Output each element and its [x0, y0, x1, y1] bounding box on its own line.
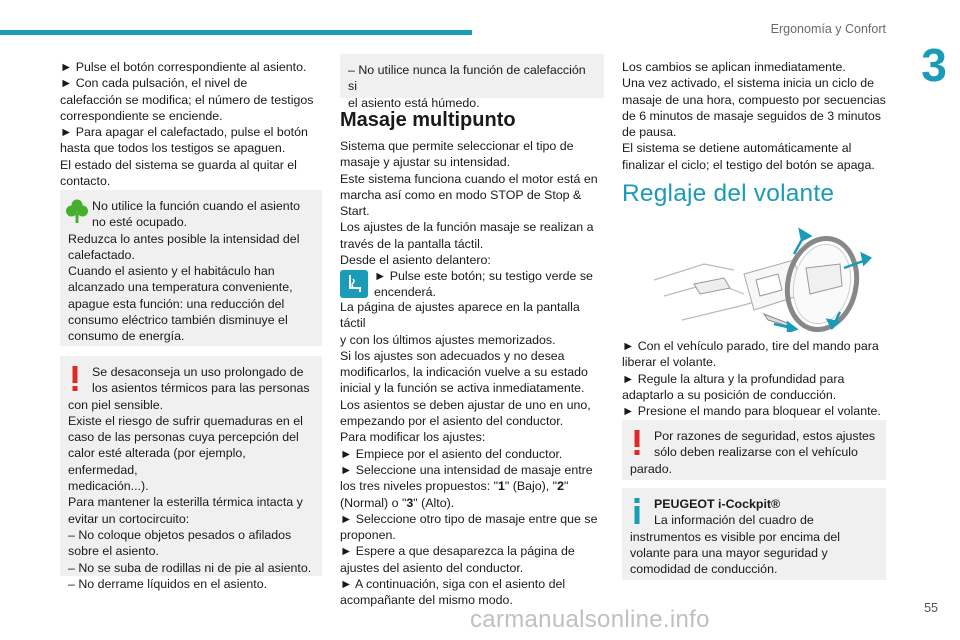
text-line: calefacción se modifica; el número de testigos — [60, 92, 314, 107]
massage-settings-text — [340, 299, 604, 609]
text-line: ► Con el vehículo parado, tire del mando para — [622, 339, 879, 353]
text-line: – No coloque objetos pesados o afilados — [68, 527, 292, 542]
text-line: La página de ajustes aparece en la pantalla táctil — [340, 300, 580, 331]
text-line: ► Pulse el botón correspondiente al asiento. — [60, 60, 307, 74]
text-line: Para modificar los ajustes: — [340, 430, 486, 445]
text-line: Se desaconseja un uso prolongado de — [92, 365, 304, 379]
text-line: través de la pantalla táctil. — [340, 236, 484, 251]
text-line: comodidad de conducción. — [630, 562, 778, 577]
text-line: de pausa. — [622, 125, 677, 140]
safety-warning-box — [622, 420, 886, 480]
exclamation-icon — [632, 430, 642, 456]
text-line: Existe el riesgo de sufrir quemaduras en el — [68, 413, 303, 428]
warning-box — [60, 356, 322, 591]
levels-line-2: (Normal) o "3" (Alto). — [340, 495, 455, 510]
text-line: volante para una mayor seguridad y — [630, 545, 828, 560]
text-line: el asiento está húmedo. — [348, 95, 480, 110]
text-line: ► Pulse este botón; su testigo verde se — [374, 269, 593, 283]
text-line: con piel sensible. — [68, 397, 164, 412]
text-line: consumo de energía. — [68, 329, 185, 344]
text-line: acompañante del mismo modo. — [340, 593, 513, 608]
text-line: Este sistema funciona cuando el motor está en — [340, 171, 598, 186]
text-line: medicación...). — [68, 479, 149, 494]
text-line: Cuando el asiento y el habitáculo han — [68, 264, 275, 279]
text-line: marcha así como en modo STOP de Stop & — [340, 187, 582, 202]
text-line: modificarlos, la indicación vuelve a su estado — [340, 365, 588, 380]
text-line: no esté ocupado. — [92, 215, 188, 230]
info-icon — [632, 498, 642, 524]
text-line: empezando por el asiento del conductor. — [340, 414, 564, 429]
text-line: encenderá. — [374, 285, 437, 300]
text-line: consumo eléctrico también disminuye el — [68, 313, 288, 328]
text-line: Desde el asiento delantero: — [340, 253, 491, 268]
text-line: masaje y ajustar su intensidad. — [340, 155, 511, 170]
text-line: Reduzca lo antes posible la intensidad del — [68, 231, 300, 246]
text-line: ► Seleccione una intensidad de masaje entre — [340, 462, 593, 477]
seat-heating-instructions — [60, 59, 322, 189]
text-line: sobre el asiento. — [68, 544, 159, 559]
info-box — [622, 488, 886, 580]
section-title: Ergonomía y Confort — [770, 22, 886, 36]
chapter-number: 3 — [921, 39, 947, 91]
massage-heading: Masaje multipunto — [340, 109, 516, 131]
text-line: alcanzado una temperatura conveniente, — [68, 280, 293, 295]
text-line: ► Espere a que desaparezca la página de — [340, 544, 575, 559]
text-line: instrumentos es visible por encima del — [630, 529, 841, 544]
text-line: de 6 minutos de masaje seguidos de 3 minutos — [622, 108, 881, 123]
text-line: Si los ajustes son adecuados y no desea — [340, 348, 565, 363]
steering-heading: Reglaje del volante — [622, 180, 835, 207]
text-line: correspondiente se enciende. — [60, 108, 223, 123]
text-line: ► Regule la altura y la profundidad para — [622, 371, 845, 386]
text-line: los asientos térmicos para las personas — [92, 381, 310, 396]
eco-leaf-icon — [66, 198, 88, 224]
info-title: PEUGEOT i-Cockpit® — [654, 497, 781, 511]
massage-intro — [340, 138, 604, 268]
text-line: masaje de una hora, compuesto por secuencias — [622, 92, 886, 107]
text-line: ► Con cada pulsación, el nivel de — [60, 76, 248, 91]
steering-wheel-illustration — [644, 224, 884, 332]
header-accent-bar — [0, 30, 472, 35]
text-line: ► Seleccione otro tipo de masaje entre que se — [340, 511, 598, 526]
text-line: No utilice la función cuando el asiento — [92, 199, 301, 213]
text-line: Los asientos se deben ajustar de uno en uno, — [340, 397, 591, 412]
text-line: ► Presione el mando para bloquear el volante. — [622, 404, 881, 419]
text-line: – No utilice nunca la función de calefacción si — [348, 63, 586, 94]
text-line: Por razones de seguridad, estos ajustes — [654, 429, 876, 443]
text-line: evitar un cortocircuito: — [68, 511, 190, 526]
text-line: ► Empiece por el asiento del conductor. — [340, 446, 563, 461]
text-line: La información del cuadro de — [654, 513, 814, 528]
text-line: ► A continuación, siga con el asiento del — [340, 577, 566, 592]
watermark: carmanualsonline.info — [470, 606, 710, 633]
text-line: Start. — [340, 204, 370, 219]
massage-button-row — [340, 268, 604, 300]
humidity-note-box — [340, 54, 604, 110]
text-line: Sistema que permite seleccionar el tipo de — [340, 139, 574, 153]
text-line: adaptarlo a su posición de conducción. — [622, 387, 837, 402]
text-line: – No derrame líquidos en el asiento. — [68, 576, 268, 591]
text-line: El estado del sistema se guarda al quitar el — [60, 157, 297, 172]
text-line: sólo deben realizarse con el vehículo — [654, 445, 858, 460]
text-line: ► Para apagar el calefactado, pulse el botón — [60, 125, 308, 140]
text-line: hasta que todos los testigos se apaguen. — [60, 141, 286, 156]
text-line: Los cambios se aplican inmediatamente. — [622, 60, 846, 74]
text-line: Una vez activado, el sistema inicia un ciclo de — [622, 76, 875, 91]
text-line: ajustes del asiento del conductor. — [340, 560, 524, 575]
text-line: Para mantener la esterilla térmica intacta y — [68, 495, 303, 510]
text-line: apague esta función: una reducción del — [68, 296, 285, 311]
massage-seat-button-icon — [340, 270, 368, 298]
text-line: Los ajustes de la función masaje se realizan a — [340, 220, 594, 235]
text-line: parado. — [630, 461, 673, 476]
text-line: finalizar el ciclo; el testigo del botón se apaga. — [622, 157, 875, 172]
text-line: caso de las personas cuya percepción del — [68, 430, 299, 445]
text-line: inicial y la función se activa inmediatamente. — [340, 381, 585, 396]
text-line: y con los últimos ajustes memorizados. — [340, 332, 556, 347]
exclamation-icon — [70, 366, 80, 392]
text-line: El sistema se detiene automáticamente al — [622, 141, 852, 156]
massage-cycle-text — [622, 59, 886, 173]
levels-line: los tres niveles propuestos: "1" (Bajo), "2" — [340, 479, 569, 494]
text-line: calefactado. — [68, 247, 135, 262]
text-line: liberar el volante. — [622, 355, 717, 370]
text-line: proponen. — [340, 528, 396, 543]
text-line: calor esté alterada (por ejemplo, enfermedad, — [68, 446, 246, 477]
page-number: 55 — [924, 601, 938, 615]
text-line: – No se suba de rodillas ni de pie al asiento. — [68, 560, 312, 575]
eco-note-box — [60, 190, 322, 346]
steering-instructions — [622, 338, 886, 419]
text-line: contacto. — [60, 174, 111, 189]
